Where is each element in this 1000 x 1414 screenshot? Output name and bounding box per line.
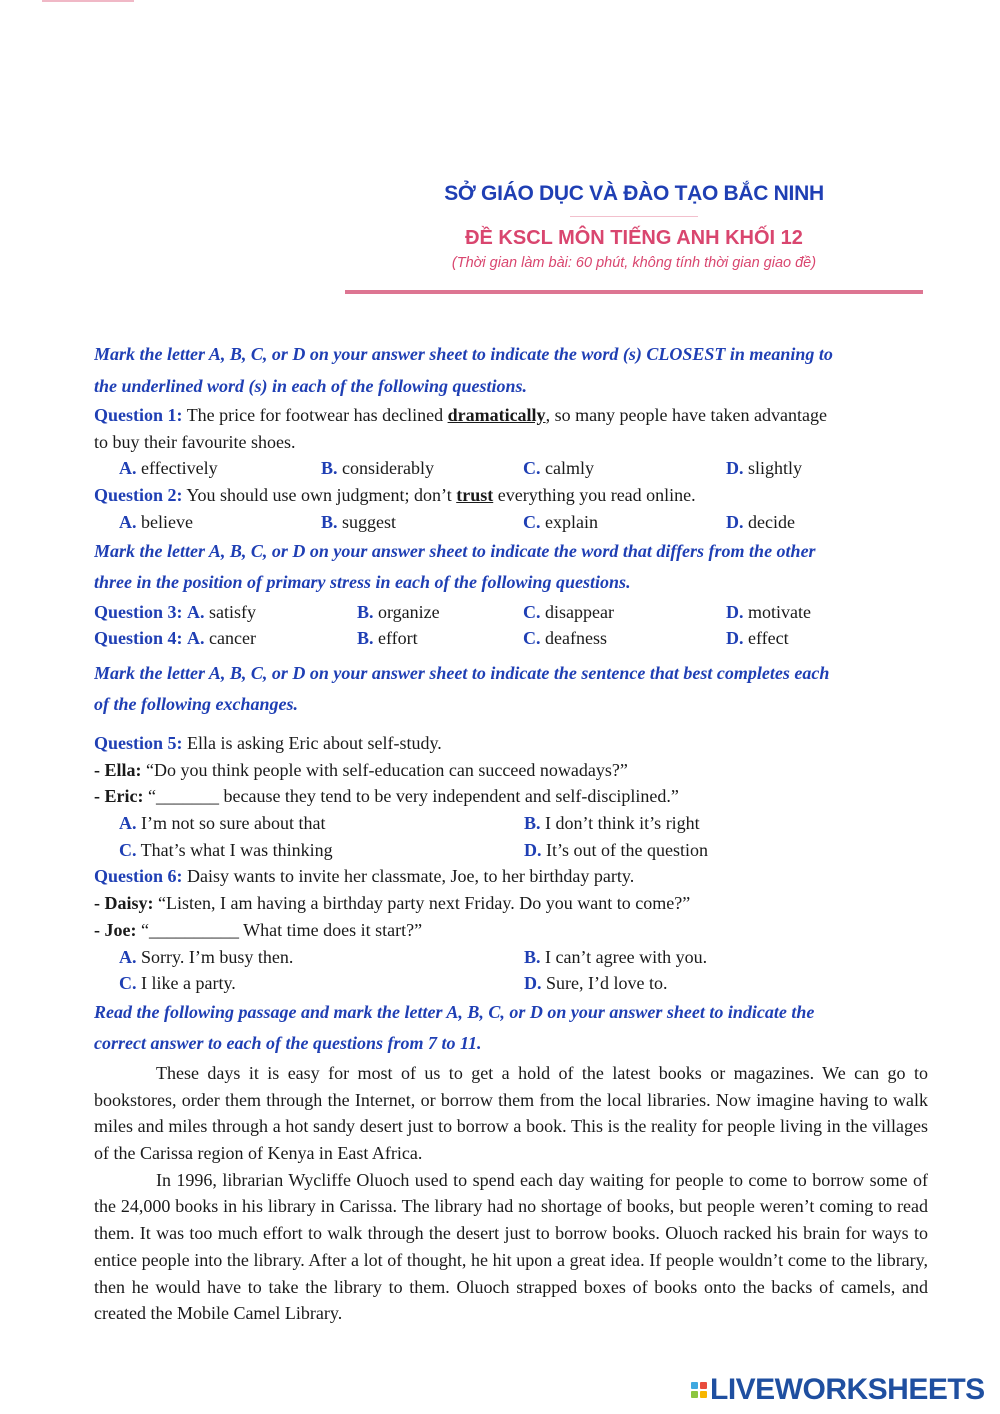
passage-paragraph-1: These days it is easy for most of us to get a hold of the latest books or magazines. We can go to bookstores, order them through the Internet, or borrow them from the local libraries. Now imagine having to walk miles and miles through a hot sandy desert just to borrow a book. This is the reality for people living in the villages of the Carissa region of Kenya in East Africa.	[94, 1062, 928, 1164]
question-1-options	[94, 455, 928, 482]
option-text: deafness	[540, 628, 607, 649]
question-1-underlined-word: dramatically	[447, 405, 546, 425]
question-6	[94, 863, 928, 890]
spacer	[94, 721, 928, 730]
option-text: effectively	[136, 458, 218, 479]
question-3-option-c[interactable]	[523, 599, 726, 626]
logo-square	[691, 1382, 698, 1389]
option-letter: D.	[524, 839, 542, 860]
question-1-option-a[interactable]	[119, 455, 321, 482]
option-text: motivate	[743, 601, 811, 622]
question-1-text-after: , so many people have taken advantage	[545, 405, 827, 425]
option-letter: B.	[321, 458, 338, 479]
option-letter: A.	[119, 511, 137, 532]
header-divider	[570, 216, 698, 217]
question-4-option-a[interactable]	[94, 625, 357, 652]
option-letter: C.	[119, 839, 137, 860]
dialogue-text: “__________ What time does it start?”	[136, 919, 423, 940]
liveworksheets-brand	[691, 1373, 985, 1407]
question-4-option-d[interactable]	[726, 625, 789, 652]
question-5-options-row2	[94, 837, 928, 864]
exam-title: ĐỀ KSCL MÔN TIẾNG ANH KHỐI 12	[465, 227, 803, 249]
question-6-option-c[interactable]	[119, 970, 524, 997]
option-letter: D.	[726, 511, 744, 532]
option-letter: C.	[523, 511, 541, 532]
option-letter: D.	[524, 973, 542, 994]
option-text: considerably	[337, 458, 434, 479]
liveworksheets-wordmark: LIVEWORKSHEETS	[710, 1373, 985, 1406]
question-2-text-before: You should use own judgment; don’t	[182, 485, 457, 506]
option-text: cancer	[204, 628, 256, 649]
question-6-dialogue-2	[94, 917, 928, 944]
option-text: satisfy	[204, 601, 257, 622]
question-4	[94, 625, 928, 652]
question-2-option-c[interactable]	[523, 509, 726, 536]
exam-header	[345, 176, 923, 294]
question-2-text-after: everything you read online.	[493, 485, 696, 506]
section3-instruction-line1: Mark the letter A, B, C, or D on your answer sheet to indicate the sentence that best completes each	[94, 662, 830, 683]
option-letter: A.	[187, 601, 205, 622]
question-3-label: Question 3:	[94, 601, 183, 622]
option-letter: D.	[726, 458, 744, 479]
dialogue-text: “Listen, I am having a birthday party next Friday. Do you want to come?”	[153, 893, 691, 914]
question-5-option-b[interactable]	[524, 810, 700, 837]
department-title: SỞ GIÁO DỤC VÀ ĐÀO TẠO BẮC NINH	[444, 182, 824, 205]
question-5-options-row1	[94, 810, 928, 837]
dialogue-text: “Do you think people with self-education can succeed nowadays?”	[141, 759, 628, 780]
dialogue-text: “_______ because they tend to be very independent and self-disciplined.”	[143, 786, 679, 807]
option-text: It’s out of the question	[541, 839, 708, 860]
exam-content	[94, 339, 928, 1327]
question-1-option-c[interactable]	[523, 455, 726, 482]
section3-instruction-line2: of the following exchanges.	[94, 694, 299, 715]
question-5-option-a[interactable]	[119, 810, 524, 837]
question-3-option-a[interactable]	[94, 599, 357, 626]
option-letter: B.	[357, 628, 374, 649]
question-1-option-d[interactable]	[726, 455, 802, 482]
question-6-dialogue-1	[94, 890, 928, 917]
question-6-option-a[interactable]	[119, 944, 524, 971]
option-text: Sorry. I’m busy then.	[136, 946, 294, 967]
option-text: slightly	[743, 458, 803, 479]
passage-paragraph-2: In 1996, librarian Wycliffe Oluoch used to spend each day waiting for people to come to borrow some of the 24,000 books in his library in Carissa. The library had no shortage of books, but people weren’t coming to read them. It was too much effort to walk through the desert just to borrow books. Oluoch racked his brain for ways to entice people into the library. After a lot of thought, he hit upon a great idea. If people wouldn’t come to the library, then he would have to take the library to them. Oluoch strapped boxes of books onto the backs of camels, and created the Mobile Camel Library.	[94, 1169, 928, 1324]
option-text: effect	[743, 628, 789, 649]
option-letter: B.	[524, 946, 541, 967]
question-2-option-b[interactable]	[321, 509, 523, 536]
option-letter: A.	[119, 813, 137, 834]
question-2-options	[94, 509, 928, 536]
question-2	[94, 482, 928, 509]
top-edge-mark	[42, 0, 134, 2]
option-text: believe	[136, 511, 193, 532]
option-text: disappear	[540, 601, 614, 622]
option-text: decide	[743, 511, 795, 532]
option-text: That’s what I was thinking	[136, 839, 333, 860]
question-6-option-b[interactable]	[524, 944, 707, 971]
option-text: I like a party.	[136, 973, 236, 994]
logo-square	[700, 1382, 707, 1389]
question-1-label: Question 1:	[94, 405, 183, 425]
question-4-option-b[interactable]	[357, 625, 523, 652]
question-6-options-row1	[94, 944, 928, 971]
speaker-daisy: - Daisy:	[94, 893, 154, 914]
section1-instruction-line2: the underlined word (s) in each of the following questions.	[94, 375, 528, 396]
option-letter: B.	[321, 511, 338, 532]
option-letter: C.	[523, 458, 541, 479]
question-5-dialogue-1	[94, 757, 928, 784]
question-5-dialogue-2	[94, 783, 928, 810]
liveworksheets-logo-icon	[691, 1382, 707, 1398]
option-letter: B.	[357, 601, 374, 622]
option-letter: B.	[524, 813, 541, 834]
question-6-option-d[interactable]	[524, 970, 667, 997]
option-letter: D.	[726, 628, 744, 649]
section2-instruction-line1: Mark the letter A, B, C, or D on your answer sheet to indicate the word that differs from the other	[94, 540, 816, 561]
section2-instruction-line2: three in the position of primary stress in each of the following questions.	[94, 572, 631, 593]
speaker-joe: - Joe:	[94, 919, 137, 940]
section4-instruction-line1: Read the following passage and mark the letter A, B, C, or D on your answer sheet to indicate the	[94, 1001, 815, 1022]
question-4-option-c[interactable]	[523, 625, 726, 652]
question-2-underlined-word: trust	[456, 485, 494, 506]
question-5	[94, 730, 928, 757]
header-bar	[345, 290, 923, 294]
question-1	[94, 402, 928, 429]
speaker-eric: - Eric:	[94, 786, 144, 807]
logo-square	[691, 1391, 698, 1398]
logo-square	[700, 1391, 707, 1398]
option-letter: A.	[119, 946, 137, 967]
section1-instruction-line1: Mark the letter A, B, C, or D on your answer sheet to indicate the word (s) CLOSEST in meaning to	[94, 344, 833, 364]
question-2-option-a[interactable]	[119, 509, 321, 536]
question-6-options-row2	[94, 970, 928, 997]
option-text: Sure, I’d love to.	[541, 973, 668, 994]
question-3	[94, 599, 928, 626]
question-6-label: Question 6:	[94, 866, 183, 887]
option-letter: C.	[119, 973, 137, 994]
option-text: I can’t agree with you.	[540, 946, 708, 967]
option-letter: C.	[523, 601, 541, 622]
question-1-line2: to buy their favourite shoes.	[94, 431, 296, 452]
option-text: effort	[373, 628, 418, 649]
question-6-intro: Daisy wants to invite her classmate, Joe, to her birthday party.	[182, 866, 635, 887]
question-4-label: Question 4:	[94, 628, 183, 649]
speaker-ella: - Ella:	[94, 759, 142, 780]
question-1-option-b[interactable]	[321, 455, 523, 482]
option-text: calmly	[540, 458, 594, 479]
option-text: explain	[540, 511, 598, 532]
option-letter: D.	[726, 601, 744, 622]
question-2-option-d[interactable]	[726, 509, 795, 536]
option-text: I’m not so sure about that	[136, 813, 326, 834]
option-text: organize	[373, 601, 440, 622]
question-1-text-before: The price for footwear has declined	[182, 405, 448, 425]
option-text: suggest	[337, 511, 397, 532]
option-letter: A.	[119, 458, 137, 479]
question-3-option-d[interactable]	[726, 599, 811, 626]
time-note: (Thời gian làm bài: 60 phút, không tính thời gian giao đề)	[451, 255, 817, 271]
option-text: I don’t think it’s right	[540, 813, 700, 834]
option-letter: C.	[523, 628, 541, 649]
option-letter: A.	[187, 628, 205, 649]
question-5-option-d[interactable]	[524, 837, 708, 864]
question-5-label: Question 5:	[94, 732, 183, 753]
question-2-label: Question 2:	[94, 485, 183, 506]
question-5-intro: Ella is asking Eric about self-study.	[182, 732, 442, 753]
section4-instruction-line2: correct answer to each of the questions from 7 to 11.	[94, 1033, 482, 1054]
question-3-option-b[interactable]	[357, 599, 523, 626]
question-5-option-c[interactable]	[119, 837, 524, 864]
